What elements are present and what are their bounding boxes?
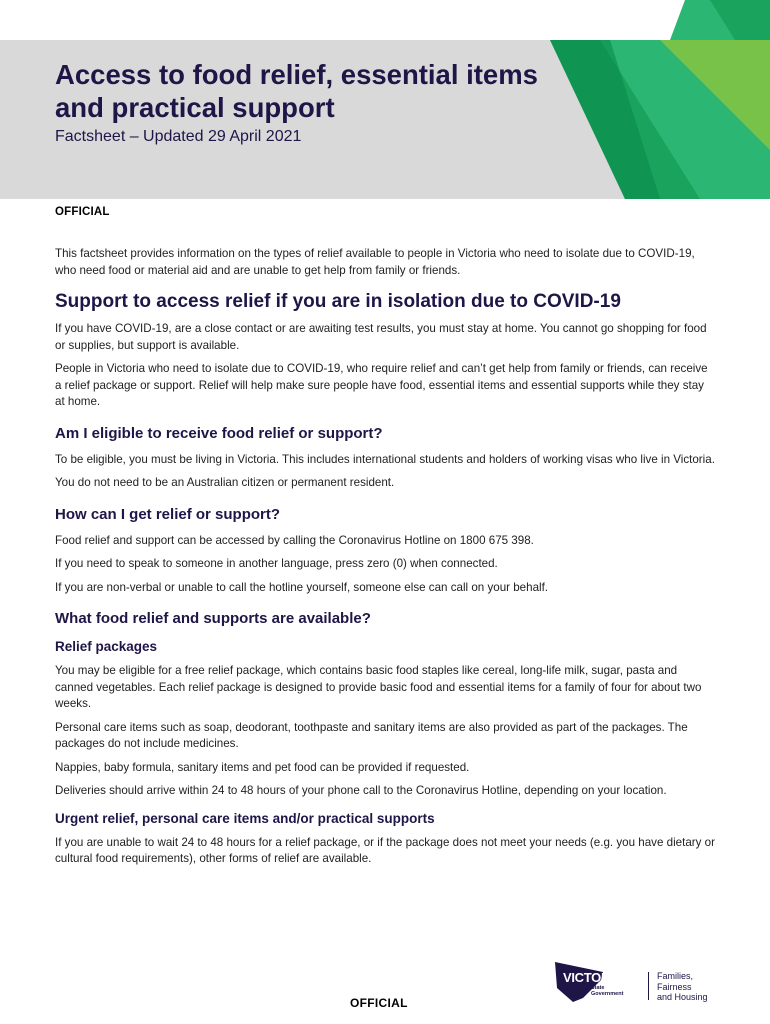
paragraph: Deliveries should arrive within 24 to 48 hours of your phone call to the Coronavirus Hotline, depending on your location. — [55, 784, 667, 797]
paragraph: If you are unable to wait 24 to 48 hours for a relief package, or if the package does not meet your needs (e.g. you have dietary or cultural food requirements), other forms of relief are available. — [55, 835, 715, 865]
document-body — [55, 246, 715, 875]
document-title: Access to food relief, essential items and practical support — [55, 59, 538, 123]
paragraph: Nappies, baby formula, sanitary items and pet food can be provided if requested. — [55, 760, 470, 774]
section-heading-how: How can I get relief or support? — [55, 505, 281, 523]
footer-classification-label: OFFICIAL — [350, 996, 408, 1010]
paragraph: You do not need to be an Australian citizen or permanent resident. — [55, 476, 395, 489]
logo-divider — [648, 972, 649, 1000]
paragraph: Food relief and support can be accessed by calling the Coronavirus Hotline on 1800 675 398. — [55, 533, 534, 547]
subheading-urgent-relief: Urgent relief, personal care items and/or practical supports — [55, 810, 435, 826]
department-name — [657, 971, 737, 1003]
subheading-relief-packages: Relief packages — [55, 639, 158, 654]
dept-line: Fairness — [657, 981, 692, 992]
paragraph: People in Victoria who need to isolate due to COVID-19, who require relief and can’t get help from family or friends, can receive a relief package or support. Relief will help make sure people have food, essential items and essential supports while they stay at home. — [55, 362, 708, 408]
victoria-government-logo — [553, 958, 743, 1004]
dept-line: and Housing — [657, 992, 708, 1002]
section-heading-eligible: Am I eligible to receive food relief or support? — [55, 424, 383, 442]
classification-label: OFFICIAL — [55, 206, 110, 218]
paragraph: If you are non-verbal or unable to call the hotline yourself, someone else can call on your behalf. — [55, 580, 549, 594]
document-subtitle: Factsheet – Updated 29 April 2021 — [55, 128, 302, 145]
logo-wordmark: VICTORIA — [563, 970, 623, 985]
top-corner-green-graphic — [640, 0, 770, 40]
logo-sub-state: State — [591, 985, 605, 991]
paragraph: You may be eligible for a free relief package, which contains basic food staples like cereal, long-life milk, sugar, pasta and canned vegetables. Each relief package is designed to provide basic food and essential items for a family of four for about two weeks. — [55, 664, 702, 710]
paragraph: To be eligible, you must be living in Victoria. This includes international students and holders of working visas who live in Victoria. — [55, 452, 715, 466]
section-heading-what: What food relief and supports are available? — [55, 610, 371, 627]
section-heading-isolation: Support to access relief if you are in isolation due to COVID-19 — [55, 291, 621, 312]
paragraph: If you need to speak to someone in another language, press zero (0) when connected. — [55, 557, 498, 570]
logo-sub-government: Government — [591, 991, 624, 997]
paragraph: If you have COVID-19, are a close contact or are awaiting test results, you must stay at home. You cannot go shopping for food or supplies, but support is available. — [55, 322, 707, 352]
header-band — [0, 40, 770, 199]
paragraph: Personal care items such as soap, deodorant, toothpaste and sanitary items are also provided as part of the packages. The packages do not include medicines. — [55, 720, 688, 750]
intro-paragraph: This factsheet provides information on the types of relief available to people in Victoria who need to isolate due to COVID-19, who need food or material aid and are unable to get help from family or friends. — [55, 247, 695, 277]
logo-subtext — [591, 985, 623, 997]
dept-line: Families, — [657, 971, 694, 981]
